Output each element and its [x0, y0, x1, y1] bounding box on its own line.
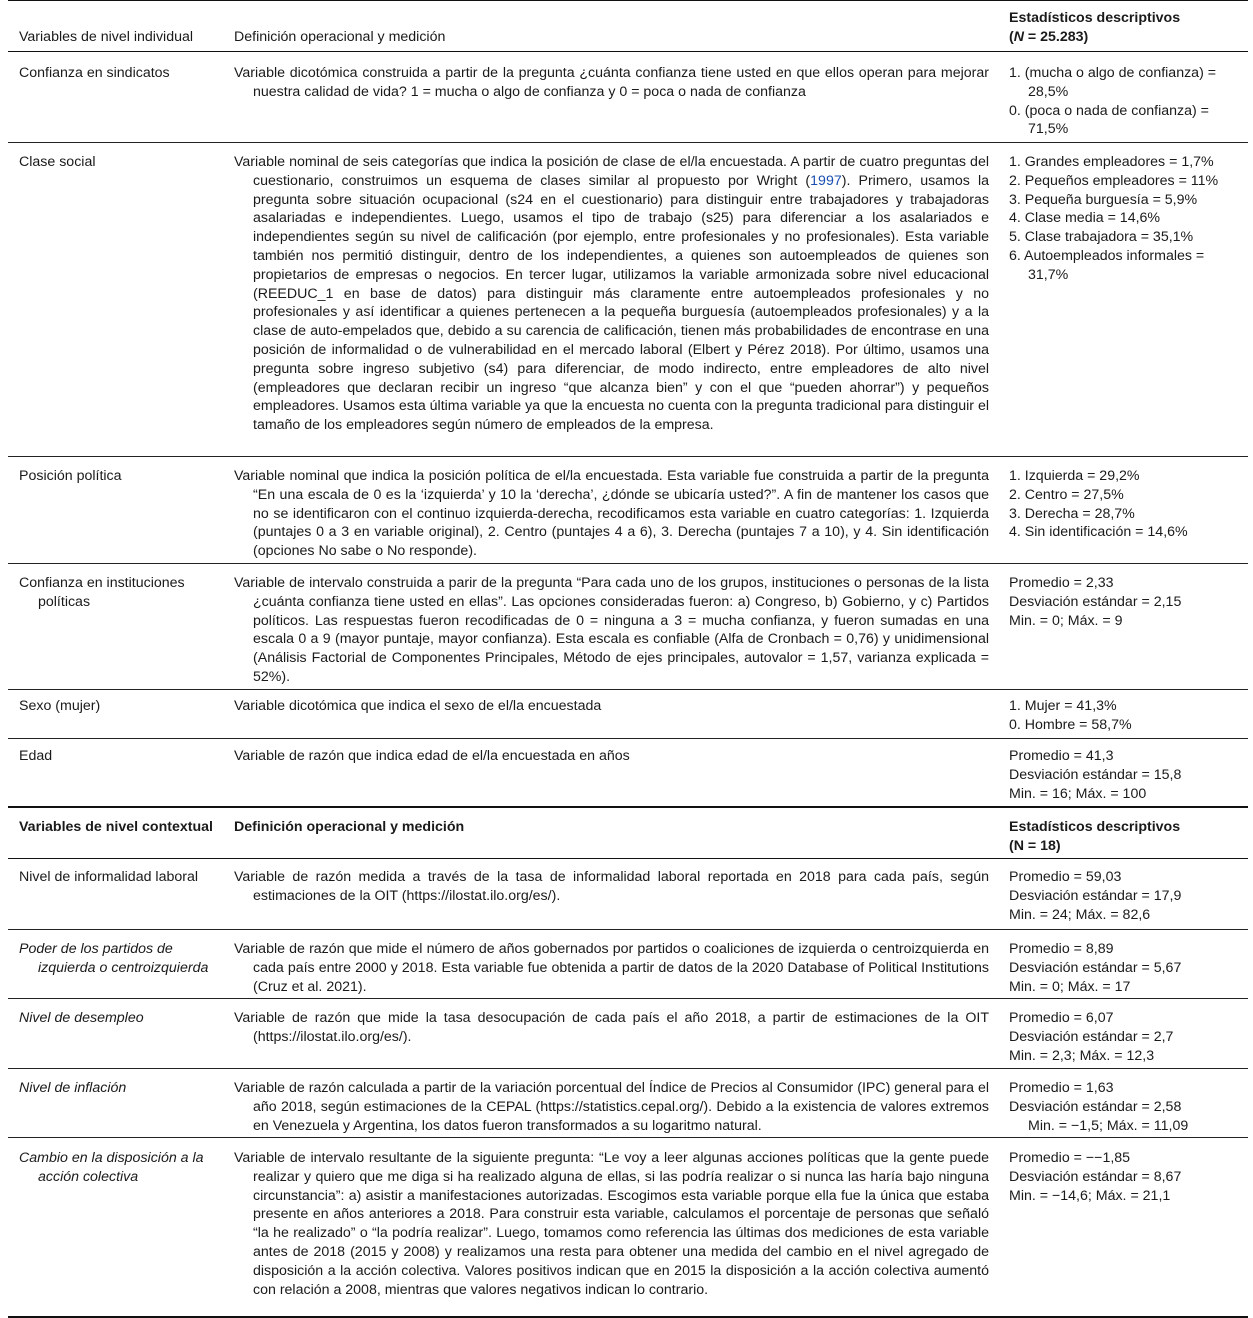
- stat-line: Desviación estándar = 15,8: [1009, 766, 1182, 783]
- stat-line: Min. = −14,6; Máx. = 21,1: [1009, 1187, 1171, 1204]
- stat-line: Min. = 0; Máx. = 9: [1009, 612, 1123, 629]
- contextual-header-definition: Definición operacional y medición: [234, 819, 465, 835]
- stat-line: Desviación estándar = 2,58: [1009, 1098, 1182, 1115]
- variable-definition: Variable dicotómica que indica el sexo de el/la encuestada: [234, 698, 602, 714]
- stat-line: 1. Grandes empleadores = 1,7%: [1009, 154, 1214, 170]
- stat-line: 3. Derecha = 28,7%: [1009, 505, 1135, 522]
- individual-header-stats: Estadísticos descriptivos: [1009, 10, 1181, 26]
- table-row: [8, 52, 1248, 143]
- contextual-header-variables: Variables de nivel contextual: [19, 819, 213, 835]
- stat-line: 1. (mucha o algo de confianza) = 28,5%: [1009, 65, 1217, 100]
- table-row: [8, 739, 1248, 808]
- stat-line: 2. Centro = 27,5%: [1009, 486, 1124, 503]
- variable-name: Cambio en la disposición a la acción colectiva: [19, 1150, 204, 1185]
- variable-definition: Variable dicotómica construida a partir de la pregunta ¿cuánta confianza tiene usted en que ellos operan para mejorar nuestra calidad de vida? 1 = mucha o algo de confianza y 0 = poca o nada de confianza: [234, 65, 989, 100]
- variable-name: Poder de los partidos de izquierda o centroizquierda: [19, 941, 209, 976]
- variable-name: Nivel de desempleo: [19, 1010, 144, 1026]
- stat-line: Desviación estándar = 5,67: [1009, 959, 1182, 976]
- stat-line: 5. Clase trabajadora = 35,1%: [1009, 229, 1194, 246]
- stat-line: Min. = 16; Máx. = 100: [1009, 785, 1147, 802]
- individual-header-definition: Definición operacional y medición: [234, 29, 446, 45]
- variable-name: Clase social: [19, 154, 96, 170]
- stat-line: 1. Izquierda = 29,2%: [1009, 468, 1140, 484]
- definition-text: ). Primero, usamos la pregunta sobre situación ocupacional (s24 en el cuestionario) para distinguir entre trabajadores y trabajadoras asalariadas e independientes. Luego, usamos el tipo de trabajo (s25) para diferenciar a los asalariados e independientes según su nivel de calificación (por ejemplo, entre profesionales y no profesionales). Esta variable también nos permitió distinguir, dentro de los independientes, a quienes son autoempleados de quienes son propietarios de empresas o negocios. En tercer lugar, utilizamos la variable armonizada sobre nivel educacional (REEDUC_1 en base de datos) para distinguir más claramente entre autoempleados profesionales y no profesionales y así identificar a quienes pertenecen a la pequeña burguesía (autoempleados profesionales) y a la clase de auto-empelados que, debido a su carencia de calificación, tienen más probabilidades de encontrase en una posición de informalidad o de vulnerabilidad en el mercado laboral (Elbert y Pérez 2018). Por último, usamos una pregunta sobre ingreso subjetivo (s4) para diferenciar, de modo indirecto, entre empleadores de alto nivel (empleadores que declaran recibir un ingreso “que alcanza bien” y con el que “pueden ahorrar”) y pequeños empleadores. Usamos esta última variable ya que la encuesta no cuenta con la pregunta tradicional para distinguir el tamaño de los empleadores según número de empleados de la empresa.: [253, 172, 989, 434]
- variables-table: [8, 0, 1248, 1318]
- definition-text: Variable nominal de seis categorías que indica la posición de clase de el/la encuestada. A partir de cuatro preguntas del cuestionario, construimos un esquema de clases similar al propuesto por Wright (: [234, 154, 989, 189]
- table-row: [8, 859, 1248, 930]
- contextual-header-row: [8, 808, 1248, 859]
- table-row: [8, 999, 1248, 1069]
- variable-definition: Variable de razón que mide el número de años gobernados por partidos o coaliciones de izquierda o centroizquierda en cada país entre 2000 y 2018. Esta variable fue obtenida a partir de datos de la 2020 Database of Political Institutions (Cruz et al. 2021).: [234, 941, 989, 995]
- contextual-header-n: (N = 18): [1009, 837, 1061, 854]
- stat-line: Min. = 24; Máx. = 82,6: [1009, 906, 1151, 923]
- variable-definition: Variable de intervalo resultante de la siguiente pregunta: “Le voy a leer algunas acciones políticas que la gente puede realizar y quiero que me diga si ha realizado alguna de ellas, si las podría realizar o si nunca las haría bajo ninguna circunstancia”: a) asistir a manifestaciones autorizadas. Escogimos esta variable porque ella fue la única que estaba presente en años anteriores a 2018. Para construir esta variable, calculamos el porcentaje de personas que señaló “la he realizado” o “la podría realizar”. Luego, tomamos como referencia las últimas dos mediciones de esta variable antes de 2018 (2015 y 2008) y realizamos una resta para obtener una medida del cambio en el nivel agregado de disposición a la acción colectiva. Valores positivos indican que en 2015 la disposición a la acción colectiva aumentó con relación a 2008, mientras que valores negativos indican lo contrario.: [234, 1150, 989, 1298]
- stat-line: Min. = 2,3; Máx. = 12,3: [1009, 1047, 1155, 1064]
- citation-link[interactable]: 1997: [810, 172, 842, 189]
- table-row: [8, 457, 1248, 564]
- stat-line: 0. (poca o nada de confianza) = 71,5%: [1009, 102, 1209, 138]
- variable-name: Posición política: [19, 468, 122, 484]
- stat-line: Min. = −1,5; Máx. = 11,09: [1028, 1117, 1189, 1134]
- stat-line: 6. Autoempleados informales = 31,7%: [1009, 247, 1205, 283]
- table-row: [8, 143, 1248, 457]
- individual-header-variables: Variables de nivel individual: [19, 29, 194, 45]
- variable-name: Confianza en instituciones políticas: [19, 575, 185, 610]
- stat-line: Promedio = 6,07: [1009, 1010, 1114, 1026]
- variable-name: Edad: [19, 748, 53, 764]
- variable-definition: [234, 153, 989, 435]
- stat-line: Promedio = 8,89: [1009, 941, 1114, 957]
- contextual-header-stats: Estadísticos descriptivos: [1009, 819, 1181, 835]
- variable-definition: Variable de razón que indica edad de el/la encuestada en años: [234, 748, 630, 764]
- stat-line: Promedio = 59,03: [1009, 869, 1122, 885]
- stat-line: 4. Sin identificación = 14,6%: [1009, 524, 1188, 541]
- stat-line: Min. = 0; Máx. = 17: [1009, 978, 1131, 995]
- stat-line: Desviación estándar = 8,67: [1009, 1168, 1182, 1185]
- table-row: [8, 564, 1248, 690]
- stat-line: Promedio = 1,63: [1009, 1080, 1114, 1096]
- variable-name: Nivel de inflación: [19, 1080, 127, 1096]
- stat-line: 0. Hombre = 58,7%: [1009, 716, 1132, 733]
- variable-name: Nivel de informalidad laboral: [19, 869, 199, 885]
- variable-definition: Variable de intervalo construida a parir de la pregunta “Para cada uno de los grupos, instituciones o personas de la lista ¿cuánta confianza tiene usted en ellas”. Las opciones consideradas fueron: a) Congreso, b) Gobierno, y c) Partidos políticos. Las respuestas fueron recodificadas de 0 = ninguna a 3 = mucha confianza, y fueron sumadas en una escala 0 a 9 (mayor puntaje, mayor confianza). Esta escala es confiable (Alfa de Cronbach = 0,76) y unidimensional (Análisis Factorial de Componentes Principales, Método de ejes principales, autovalor = 1,57, varianza explicada = 52%).: [234, 575, 989, 685]
- variable-name: Sexo (mujer): [19, 698, 101, 714]
- stat-line: Desviación estándar = 2,15: [1009, 593, 1182, 610]
- stat-line: Desviación estándar = 17,9: [1009, 887, 1182, 904]
- table-row: [8, 1138, 1248, 1318]
- individual-header-n-value: = 25.283): [1023, 28, 1089, 45]
- individual-header-n-label: N: [1013, 28, 1024, 45]
- stat-line: 4. Clase media = 14,6%: [1009, 210, 1161, 227]
- individual-header-row: Variables de nivel individual Definición operacional y medición Estadísticos descriptivos (N = 25.283): [8, 0, 1248, 52]
- stat-line: Promedio = 2,33: [1009, 575, 1114, 591]
- variable-name: Confianza en sindicatos: [19, 65, 170, 81]
- stat-line: 2. Pequeños empleadores = 11%: [1009, 172, 1219, 189]
- stat-line: 3. Pequeña burguesía = 5,9%: [1009, 191, 1198, 208]
- table-row: [8, 930, 1248, 999]
- table-row: [8, 1069, 1248, 1138]
- variable-definition: Variable de razón medida a través de la tasa de informalidad laboral reportada en 2018 para cada país, según estimaciones de la OIT (https://ilostat.ilo.org/es/).: [234, 869, 989, 904]
- table-row: [8, 690, 1248, 739]
- variable-definition: Variable de razón calculada a partir de la variación porcentual del Índice de Precios al Consumidor (IPC) general para el año 2018, según estimaciones de la CEPAL (https://statistics.cepal.org/). Debido a la existencia de valores extremos en Venezuela y Argentina, los datos fueron transformados a su logaritmo natural.: [234, 1080, 989, 1134]
- stat-line: Promedio = 41,3: [1009, 748, 1114, 764]
- stat-line: Promedio = −−1,85: [1009, 1150, 1131, 1166]
- variable-definition: Variable de razón que mide la tasa desocupación de cada país el año 2018, a partir de estimaciones de la OIT (https://ilostat.ilo.org/es/).: [234, 1010, 989, 1045]
- variable-definition: Variable nominal que indica la posición política de el/la encuestada. Esta variable fue construida a partir de la pregunta “En una escala de 0 es la ‘izquierda’ y 10 la ‘derecha’, ¿dónde se ubicaría usted?”. A fin de mantener los casos que no se identificaron con el continuo izquierda-derecha, recodificamos esta variable en cuatro categorías: 1. Izquierda (puntajes 0 a 3 en variable original), 2. Centro (puntajes 4 a 6), 3. Derecha (puntajes 7 a 10), y 4. Sin identificación (opciones No sabe o No responde).: [234, 468, 989, 560]
- stat-line: 1. Mujer = 41,3%: [1009, 698, 1117, 714]
- stat-line: Desviación estándar = 2,7: [1009, 1028, 1174, 1045]
